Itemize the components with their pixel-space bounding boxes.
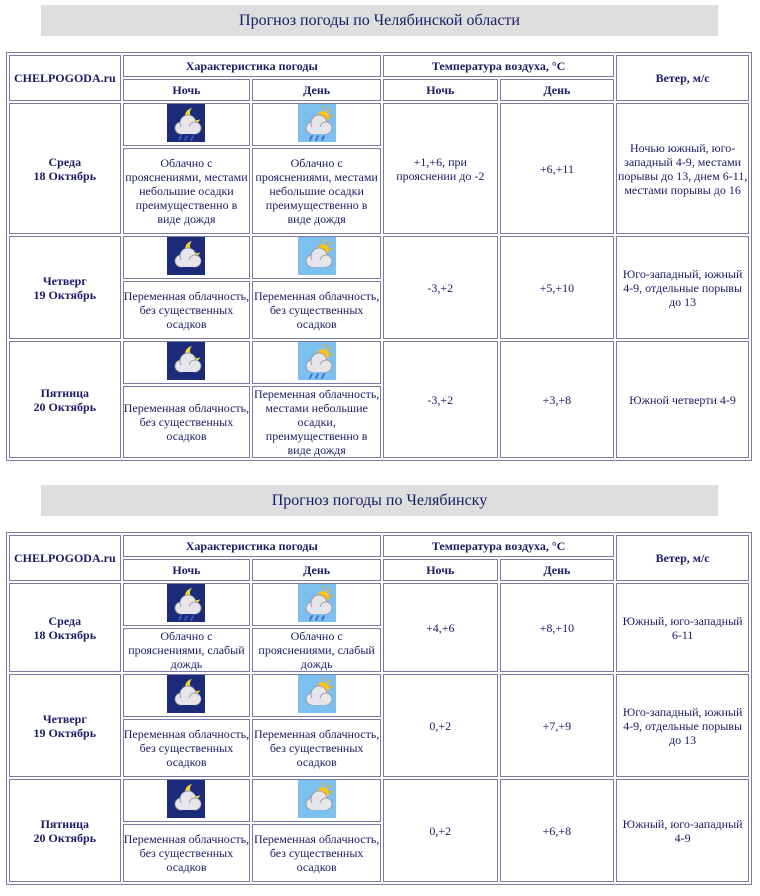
sun-cloud-icon xyxy=(298,237,336,278)
moon-cloud-icon xyxy=(167,237,205,278)
weather-day-header: День xyxy=(252,559,381,581)
moon-cloud-rain-icon xyxy=(167,584,205,625)
night-icon-cell xyxy=(123,674,251,717)
date: 18 Октябрь xyxy=(33,168,97,183)
weather-day-header: День xyxy=(252,79,381,101)
day-icon-cell xyxy=(252,779,381,822)
night-icon-cell xyxy=(123,583,251,626)
night-description: Переменная облачность, без существенных осадков xyxy=(123,824,251,882)
day-icon-cell xyxy=(252,341,381,384)
weekday: Пятница xyxy=(40,385,90,400)
day-label xyxy=(9,779,121,882)
day-description: Переменная облачность, местами небольшие осадки, преимущественно в виде дождя xyxy=(253,387,380,457)
temp-night: -3,+2 xyxy=(383,341,498,458)
night-icon-cell xyxy=(123,103,251,146)
weekday: Четверг xyxy=(42,273,87,288)
date: 19 Октябрь xyxy=(33,725,97,740)
temp-night: 0,+2 xyxy=(383,674,498,777)
wind: Южный, юго-западный 6-11 xyxy=(616,583,749,672)
day-label xyxy=(9,583,121,672)
wind-header: Ветер, м/с xyxy=(616,535,749,581)
temp-day-header: День xyxy=(500,79,615,101)
day-description: Облачно с прояснениями, слабый дождь xyxy=(252,628,381,672)
temp-day: +7,+9 xyxy=(500,674,615,777)
wind: Южный, юго-западный 4-9 xyxy=(616,779,749,882)
date: 20 Октябрь xyxy=(33,399,97,414)
day-description: Переменная облачность, без существенных осадков xyxy=(252,281,381,339)
weekday: Четверг xyxy=(42,711,87,726)
day-label xyxy=(9,236,121,339)
day-description: Облачно с прояснениями, местами небольшие осадки преимущественно в виде дождя xyxy=(252,148,381,234)
temp-night: +4,+6 xyxy=(383,583,498,672)
temp-day: +8,+10 xyxy=(500,583,615,672)
temp-night: +1,+6, при прояснении до -2 xyxy=(383,103,498,234)
weather-night-header: Ночь xyxy=(123,559,251,581)
weather-night-header: Ночь xyxy=(123,79,251,101)
date: 20 Октябрь xyxy=(33,830,97,845)
night-description: Переменная облачность, без существенных осадков xyxy=(123,386,251,458)
sun-cloud-rain-icon xyxy=(298,104,336,145)
night-icon-cell xyxy=(123,779,251,822)
temp-day: +6,+11 xyxy=(500,103,615,234)
day-label xyxy=(9,341,121,458)
temp-day: +5,+10 xyxy=(500,236,615,339)
sun-cloud-icon xyxy=(298,675,336,716)
moon-cloud-rain-icon xyxy=(167,104,205,145)
sun-cloud-icon xyxy=(298,780,336,821)
night-description: Переменная облачность, без существенных осадков xyxy=(123,281,251,339)
temp-night: 0,+2 xyxy=(383,779,498,882)
night-description: Облачно с прояснениями, местами небольшие осадки преимущественно в виде дождя xyxy=(123,148,251,234)
day-description: Переменная облачность, без существенных осадков xyxy=(252,719,381,777)
day-icon-cell xyxy=(252,103,381,146)
day-icon-cell xyxy=(252,674,381,717)
day-label xyxy=(9,103,121,234)
wind-header: Ветер, м/с xyxy=(616,55,749,101)
wind: Юго-западный, южный 4-9, отдельные порывы до 13 xyxy=(616,674,749,777)
day-icon-cell xyxy=(252,583,381,626)
date: 18 Октябрь xyxy=(33,627,97,642)
wind: Ночью южный, юго-западный 4-9, местами порывы до 13, днем 6-11, местами порывы до 16 xyxy=(616,103,749,234)
night-description: Облачно с прояснениями, слабый дождь xyxy=(123,628,251,672)
region-forecast-title: Прогноз погоды по Челябинской области xyxy=(41,5,718,36)
day-label xyxy=(9,674,121,777)
day-description: Переменная облачность, без существенных осадков xyxy=(252,824,381,882)
city-forecast-title: Прогноз погоды по Челябинску xyxy=(41,485,718,516)
moon-cloud-icon xyxy=(167,342,205,383)
night-description: Переменная облачность, без существенных осадков xyxy=(123,719,251,777)
region-forecast-table xyxy=(6,52,752,461)
site-name: CHELPOGODA.ru xyxy=(9,55,121,101)
site-name: CHELPOGODA.ru xyxy=(9,535,121,581)
weekday: Среда xyxy=(48,154,82,169)
temp-night-header: Ночь xyxy=(383,559,498,581)
weekday: Пятница xyxy=(40,816,90,831)
wind: Юго-западный, южный 4-9, отдельные порывы до 13 xyxy=(616,236,749,339)
weekday: Среда xyxy=(48,613,82,628)
night-icon-cell xyxy=(123,236,251,279)
weather-header: Характеристика погоды xyxy=(123,535,381,557)
wind: Южной четверти 4-9 xyxy=(616,341,749,458)
date: 19 Октябрь xyxy=(33,287,97,302)
temp-day: +6,+8 xyxy=(500,779,615,882)
sun-cloud-rain-icon xyxy=(298,342,336,383)
moon-cloud-icon xyxy=(167,780,205,821)
day-icon-cell xyxy=(252,236,381,279)
weather-header: Характеристика погоды xyxy=(123,55,381,77)
night-icon-cell xyxy=(123,341,251,384)
temp-night: -3,+2 xyxy=(383,236,498,339)
city-forecast-table xyxy=(6,532,752,885)
temperature-header: Температура воздуха, °С xyxy=(383,55,614,77)
moon-cloud-icon xyxy=(167,675,205,716)
temperature-header: Температура воздуха, °С xyxy=(383,535,614,557)
temp-day: +3,+8 xyxy=(500,341,615,458)
sun-cloud-rain-icon xyxy=(298,584,336,625)
temp-day-header: День xyxy=(500,559,615,581)
temp-night-header: Ночь xyxy=(383,79,498,101)
